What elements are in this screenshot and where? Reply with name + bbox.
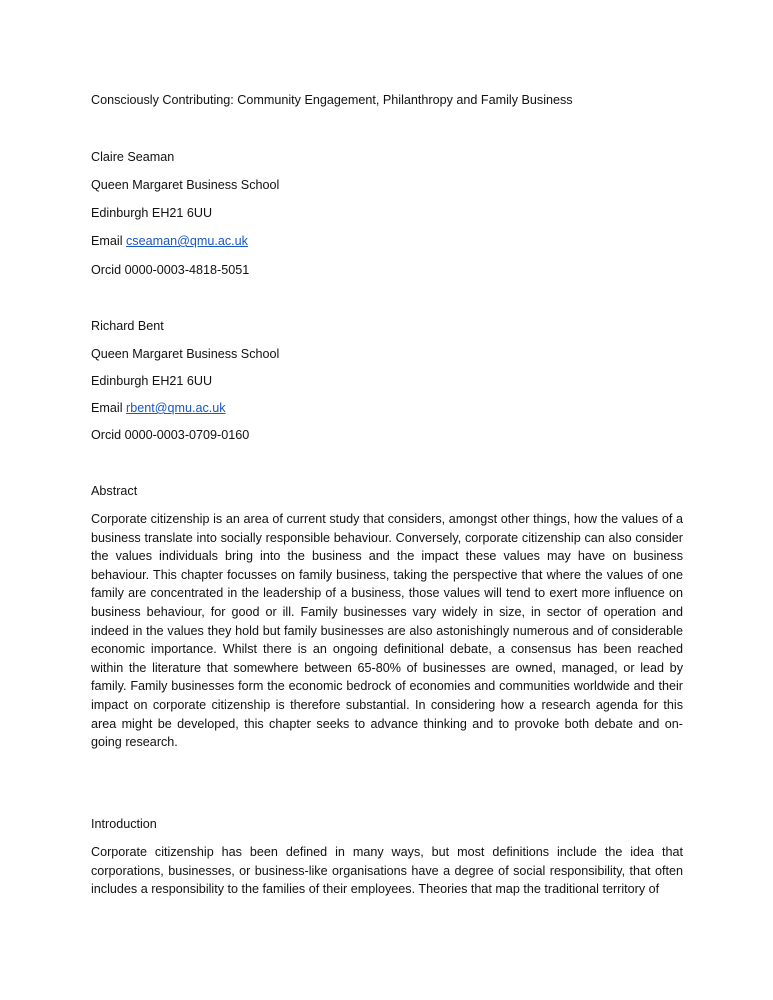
author-address: Edinburgh EH21 6UU <box>91 374 213 388</box>
author-name: Claire Seaman <box>91 150 175 164</box>
author-affiliation: Queen Margaret Business School <box>91 347 280 361</box>
email-link[interactable]: cseaman@qmu.ac.uk <box>126 234 248 248</box>
introduction-heading: Introduction <box>91 817 157 831</box>
abstract-heading: Abstract <box>91 484 138 498</box>
author-email-line <box>91 400 226 416</box>
introduction-text: Corporate citizenship has been defined in many ways, but most definitions include the idea that corporations, businesses, or business-like organisations have a degree of social responsibility, that often includes a responsibility to the families of their employees. Theories that map the traditional territory of <box>91 845 683 897</box>
email-label: Email <box>91 234 126 248</box>
author-email-line <box>91 233 248 249</box>
author-orcid: Orcid 0000-0003-4818-5051 <box>91 263 250 277</box>
author-orcid: Orcid 0000-0003-0709-0160 <box>91 428 250 442</box>
abstract-text: Corporate citizenship is an area of current study that considers, amongst other things, how the values of a business translate into socially responsible behaviour. Conversely, corporate citizenship can also consider the values individuals bring into the business and the impact these values may have on business behaviour. This chapter focusses on family business, taking the perspective that where the values of one family are concentrated in the leadership of a business, those values will tend to exert more influence on business behaviour, for good or ill. Family businesses vary widely in size, in sector of operation and indeed in the values they hold but family businesses are also astonishingly numerous and of considerable economic importance. Whilst there is an ongoing definitional debate, a consensus has been reached within the literature that somewhere between 65-80% of businesses are owned, managed, or lead by family. Family businesses form the economic bedrock of economies and communities worldwide and their impact on corporate citizenship is therefore substantial. In considering how a research agenda for this area might be developed, this chapter seeks to advance thinking and to provoke both debate and on-going research. <box>91 512 683 750</box>
email-label: Email <box>91 401 126 415</box>
author-address: Edinburgh EH21 6UU <box>91 206 213 220</box>
paper-title: Consciously Contributing: Community Engagement, Philanthropy and Family Business <box>91 93 573 107</box>
author-name: Richard Bent <box>91 319 164 333</box>
author-affiliation: Queen Margaret Business School <box>91 178 280 192</box>
email-link[interactable]: rbent@qmu.ac.uk <box>126 401 226 415</box>
